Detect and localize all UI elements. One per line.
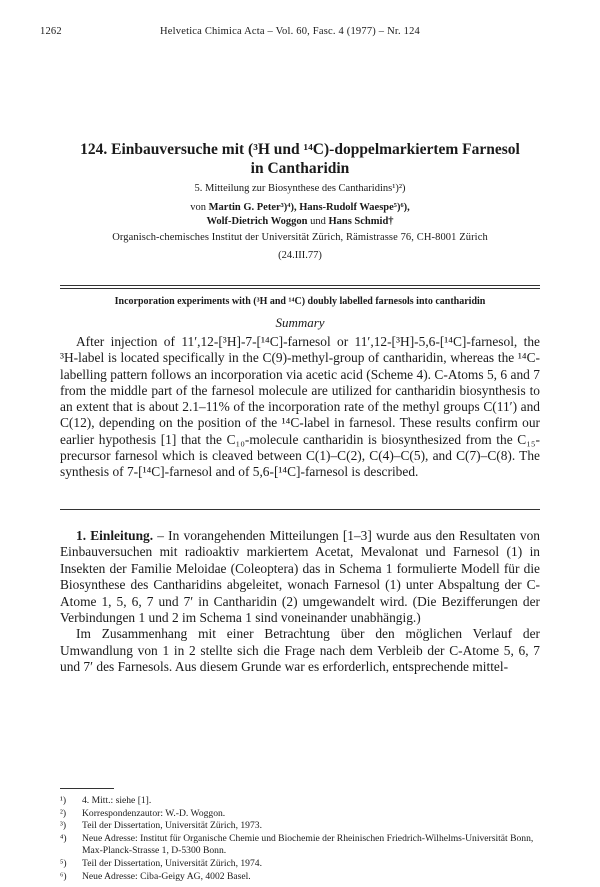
- footnote: [60, 795, 540, 808]
- paragraph-1-text: – In vorangehenden Mitteilungen [1–3] wurde aus den Resultaten von Einbauversuchen mit radioaktiv markiertem Acetat, Mevalonat und Farnesol (1) in Insekten der Familie Meloidae (Coleoptera) das in Schema 1 formulierte Modell für die Biosynthese des Cantharidins abgeleitet, wonach Farnesol (1) unter Abspaltung der C-Atome 1, 5, 6, 7 und 7′ in Cantharidin (2) umgewandelt wird. (Die Bezifferungen der Verbindungen 1 und 2 im Schema 1 sind voneinander unabhängig.): [60, 528, 540, 626]
- page-number: 1262: [40, 26, 62, 37]
- footnote-number: ³): [60, 820, 67, 832]
- section-heading: 1. Einleitung.: [76, 528, 154, 543]
- footnote: [60, 808, 540, 821]
- divider-bottom: [60, 509, 540, 510]
- footnote-text: Neue Adresse: Institut für Organische Chemie und Biochemie der Rheinischen Friedrich-Wilhelms-Universität Bonn, Max-Planck-Strasse 1, D-5300 Bonn.: [82, 832, 534, 857]
- author-names-1: Martin G. Peter³)⁴), Hans-Rudolf Waespe⁵)⁶),: [208, 202, 410, 213]
- footnote-text: Korrespondenzautor: W.-D. Woggon.: [82, 807, 226, 819]
- footnote-text: 4. Mitt.: siehe [1].: [82, 795, 152, 806]
- divider-top: [60, 285, 540, 286]
- title-line-2: in Cantharidin: [250, 160, 350, 177]
- author-block: [40, 201, 560, 229]
- footnote-number: ⁵): [60, 857, 67, 869]
- title-line-1: 124. Einbauversuche mit (³H und ¹⁴C)-doppelmarkiertem Farnesol: [80, 141, 520, 158]
- article-title: [60, 140, 540, 178]
- footnote-number: ⁴): [60, 832, 67, 844]
- running-title: Helvetica Chimica Acta – Vol. 60, Fasc. 4 (1977) – Nr. 124: [160, 26, 420, 37]
- article-subtitle: 5. Mitteilung zur Biosynthese des Cantharidins¹)²): [194, 183, 406, 194]
- paragraph-1: [60, 528, 540, 626]
- authors-und: und: [310, 216, 326, 227]
- footnote-text: Teil der Dissertation, Universität Zürich, 1973.: [82, 820, 262, 832]
- summary-heading: Summary: [275, 315, 325, 330]
- footnote-rule: [60, 788, 114, 789]
- received-date: (24.III.77): [278, 250, 322, 261]
- institution: Organisch-chemisches Institut der Universität Zürich, Rämistrasse 76, CH-8001 Zürich: [112, 232, 488, 243]
- authors-prefix: von: [190, 202, 207, 213]
- summary-text: After injection of 11′,12-[³H]-7-[¹⁴C]-farnesol or 11′,12-[³H]-5,6-[¹⁴C]-farnesol, the ³H-label is located specifically in the C(9)-methyl-group of cantharidin, whereas the ¹⁴C-labelling pattern follows an incorporation via acetic acid (Scheme 4). C-Atoms 5, 6 and 7 from the middle part of the farnesol molecule are utilized for cantharidin biosynthesis to an extent that is about 2.1–11% of the incorporation rate of the methyl groups C(11′) and C(12), depending on the position of the ¹⁴C-label in farnesol. These results confirm our earlier hypothesis [1] that the C₁₀-molecule cantharidin is biosynthesized from the C₁₅-precursor farnesol which is cleaved between C(1)–C(2), C(4)–C(5), and C(7)–C(8). The synthesis of 7-[¹⁴C]-farnesol and of 5,6-[¹⁴C]-farnesol is described.: [60, 334, 540, 480]
- footnote-text: Neue Adresse: Ciba-Geigy AG, 4002 Basel.: [82, 870, 251, 882]
- divider-top-double: [60, 288, 540, 289]
- footnote-number: ⁶): [60, 870, 67, 882]
- english-title: Incorporation experiments with (³H and ¹⁴C) doubly labelled farnesols into cantharidin: [114, 296, 486, 307]
- paragraph-2: Im Zusammenhang mit einer Betrachtung über den möglichen Verlauf der Umwandlung von 1 in 2 stellte sich die Frage nach dem Verbleib der C-Atome 5, 6, 7 und 7′ des Farnesols. Aus diesem Grunde war es erforderlich, entsprechende mittel-: [60, 626, 540, 675]
- footnote-text: Teil der Dissertation, Universität Zürich, 1974.: [82, 857, 262, 869]
- body-text: [60, 528, 540, 676]
- footnote-number: ¹): [60, 795, 67, 806]
- footnote-number: ²): [60, 807, 67, 819]
- footnote: [60, 820, 540, 833]
- footnote: [60, 833, 540, 858]
- summary-abstract: [60, 334, 540, 481]
- footnote: [60, 871, 540, 884]
- footnotes: [60, 795, 540, 883]
- author-names-2: Wolf-Dietrich Woggon: [206, 216, 308, 227]
- footnote: [60, 858, 540, 871]
- author-names-3: Hans Schmid†: [328, 216, 394, 227]
